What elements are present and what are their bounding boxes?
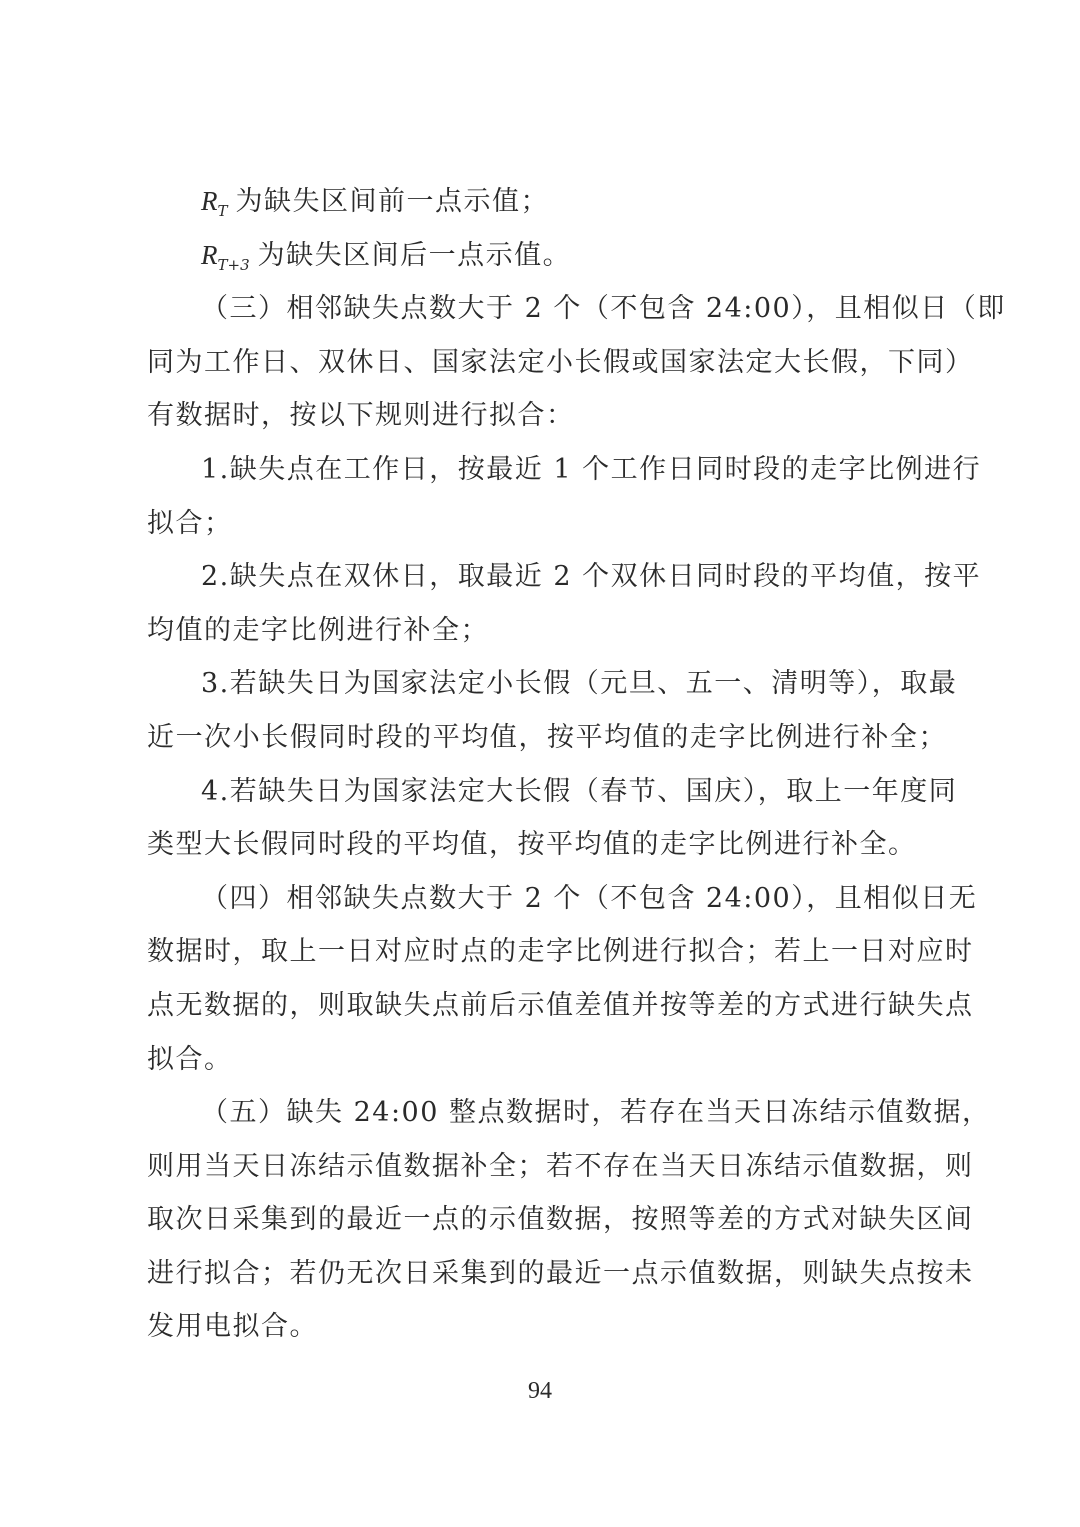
text-line: 4.若缺失日为国家法定大长假（春节、国庆），取上一年度同: [201, 775, 958, 807]
definition-rt3: [147, 229, 947, 283]
variable-subscript: T: [217, 202, 228, 220]
text-line: 则用当天日冻结示值数据补全；若不存在当天日冻结示值数据，则: [147, 1150, 974, 1182]
text-line: 点无数据的，则取缺失点前后示值差值并按等差的方式进行缺失点: [147, 989, 974, 1021]
text-line: 2.缺失点在双休日，取最近 2 个双休日同时段的平均值，按平: [201, 561, 982, 593]
text-line: 3.若缺失日为国家法定小长假（元旦、五一、清明等），取最: [201, 668, 958, 700]
text-line: 拟合。: [147, 1043, 233, 1075]
text-line: 均值的走字比例进行补全；: [147, 614, 489, 646]
paragraph-lines: [147, 282, 1006, 1354]
page-number: 94: [528, 1378, 552, 1404]
text-line: （三）相邻缺失点数大于 2 个（不包含 24:00），且相似日（即: [201, 293, 1006, 325]
text-line: 发用电拟合。: [147, 1311, 318, 1343]
text-line: 类型大长假同时段的平均值，按平均值的走字比例进行补全。: [147, 829, 917, 861]
text-line: 同为工作日、双休日、国家法定小长假或国家法定大长假，下同）: [147, 346, 974, 378]
text-line: 取次日采集到的最近一点的示值数据，按照等差的方式对缺失区间: [147, 1204, 974, 1236]
text-line: 1.缺失点在工作日，按最近 1 个工作日同时段的走字比例进行: [201, 453, 982, 485]
text-line: 有数据时，按以下规则进行拟合：: [147, 400, 575, 432]
definition-text: 为缺失区间前一点示值；: [235, 186, 550, 217]
text-line: （五）缺失 24:00 整点数据时，若存在当天日冻结示值数据，: [201, 1097, 991, 1129]
body-text: [147, 175, 1006, 1354]
text-line: 进行拟合；若仍无次日采集到的最近一点示值数据，则缺失点按未: [147, 1257, 974, 1289]
text-line: 数据时，取上一日对应时点的走字比例进行拟合；若上一日对应时: [147, 936, 974, 968]
variable-symbol: R: [201, 239, 218, 270]
text-line: 近一次小长假同时段的平均值，按平均值的走字比例进行补全；: [147, 721, 947, 753]
variable-symbol: R: [201, 186, 218, 216]
text-line: 拟合；: [147, 507, 233, 539]
definition-text: 为缺失区间后一点示值。: [257, 239, 572, 271]
definition-rt: [147, 175, 947, 229]
text-line: （四）相邻缺失点数大于 2 个（不包含 24:00），且相似日无: [201, 882, 978, 914]
variable-subscript: T+3: [217, 255, 250, 274]
